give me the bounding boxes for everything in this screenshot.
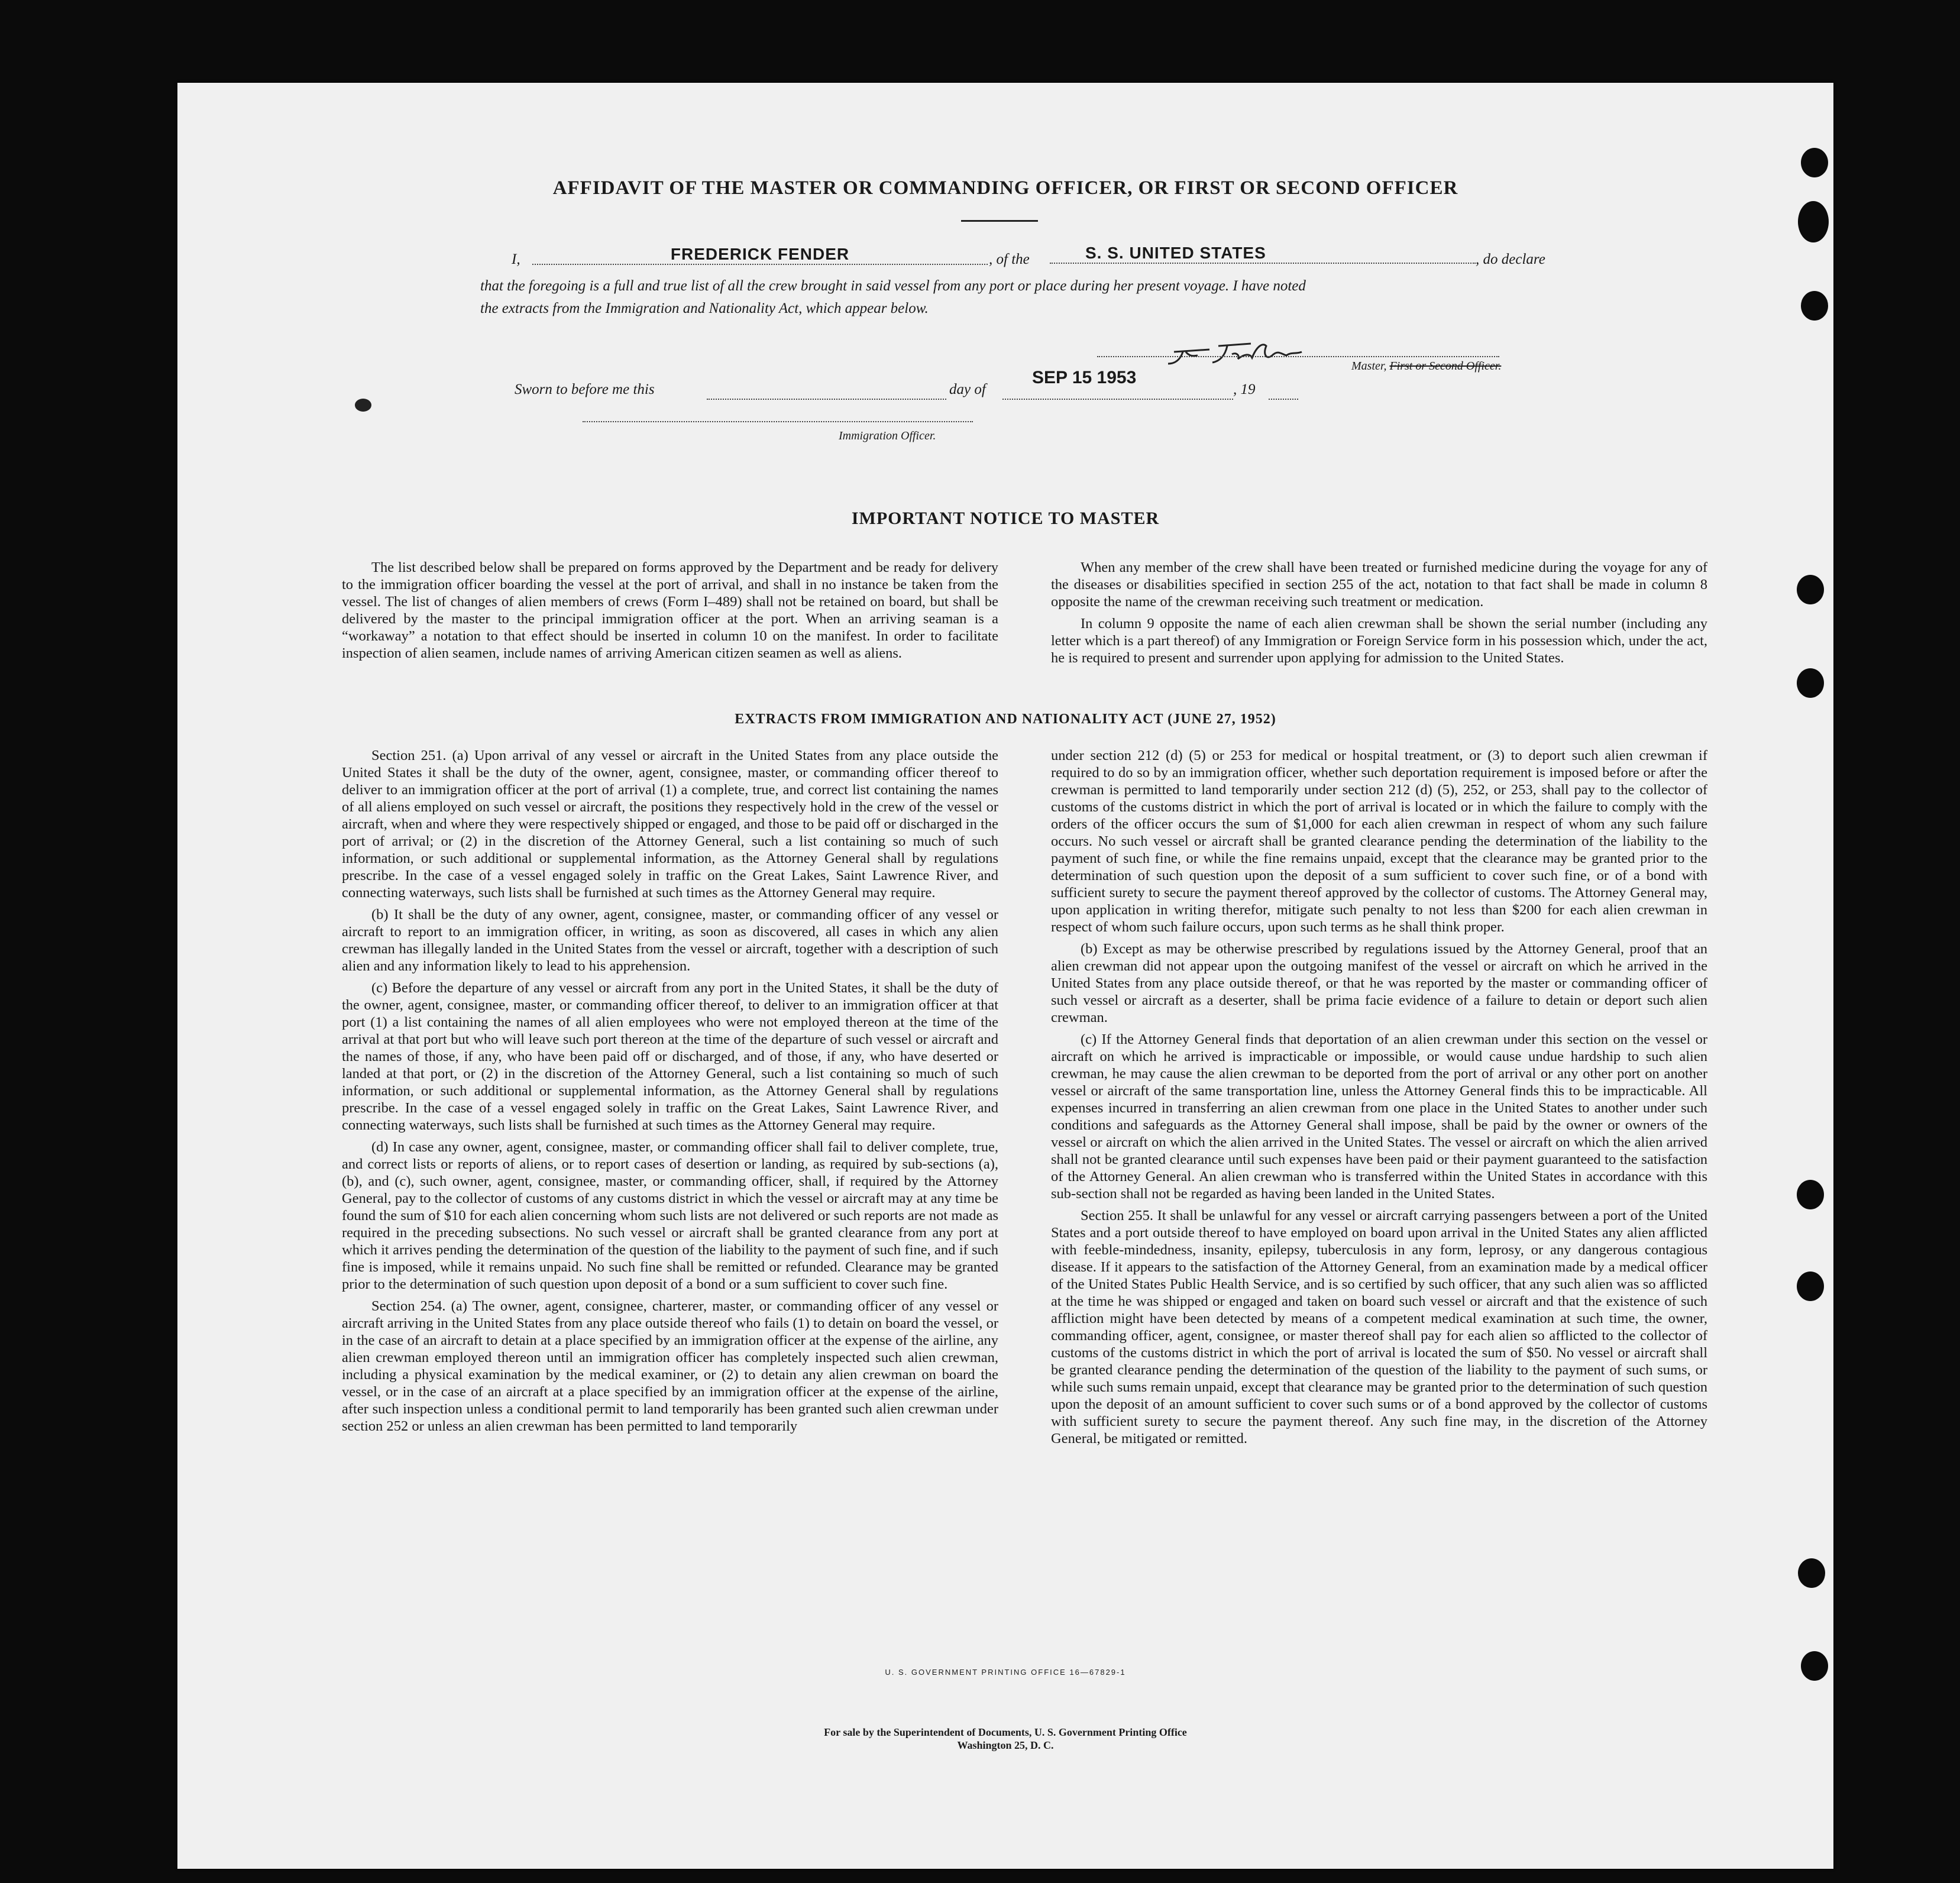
gpo-imprint: U. S. GOVERNMENT PRINTING OFFICE 16—67829-1 — [885, 1668, 1126, 1677]
section-254-c: (c) If the Attorney General finds that deportation of an alien crewman under this section on the vessel or aircraft on which he arrived is impracticable or impossible, or would cause undue hardship to such alien crewman, he may cause the alien crewman to be deported from the port of arrival or any other port on another vessel or aircraft of the same transportation line, unless the Attorney General finds this to be impracticable. All expenses incurred in transferring an alien crewman from one place in the United States to another under such conditions and safeguards as the Attorney General shall impose, shall be paid by the owner or owners of the vessel or aircraft on which the alien arrived in the United States. The vessel or aircraft on which the alien arrived shall not be granted clearance until such expenses have been paid or their payment guaranteed to the satisfaction of the Attorney General. An alien crewman who is transferred within the United States in accordance with this sub-section shall not be regarded as having been landed in the United States. — [1051, 1031, 1707, 1202]
notice-left-paragraph: The list described below shall be prepared on forms approved by the Department and be ready for delivery to the immigration officer boarding the vessel at the port of arrival, and shall in no instance be taken from the vessel. The list of changes of alien members of crews (Form I–489) shall not be retained on board, but shall be delivered by the master to the principal immigration officer at the port. When an arriving seaman is a “workaway” a notation to that effect should be inserted in column 10 on the manifest. In order to facilitate inspection of alien seamen, include names of arriving American citizen seamen as well as aliens. — [342, 559, 998, 661]
i-label: I, — [512, 251, 520, 267]
master-name-field: FREDERICK FENDER — [532, 245, 988, 265]
notice-left-column — [342, 559, 998, 667]
punch-hole — [1801, 291, 1828, 321]
punch-hole — [1797, 668, 1824, 698]
of-the-label: , of the — [989, 251, 1030, 267]
section-254-a-continued: under section 212 (d) (5) or 253 for medical or hospital treatment, or (3) to deport such alien crewman if required to do so by an immigration officer, whether such deportation requirement is imposed before or after the crewman is permitted to land temporarily under section 212 (d) (5), 252, or 253, shall pay to the collector of customs of the customs district in which the port of arrival is located or in which the failure to comply with the orders of the officer occurs the sum of $1,000 for each alien crewman in respect of whom any such failure occurs. No such vessel or aircraft shall be granted clearance pending the determination of the liability to the payment of such fine, or while the fine remains unpaid, except that the clearance may be granted prior to the determination of such question upon the deposit of a sum sufficient to cover such fine, or of a bond with sufficient surety to secure the payment thereof approved by the collector of customs. The Attorney General may, upon application in writing therefor, mitigate such penalty to not less than $200 for each alien crewman in respect of whom such failure occurs, upon such terms as he shall think proper. — [1051, 748, 1707, 935]
section-251-b: (b) It shall be the duty of any owner, agent, consignee, master, or commanding officer of any vessel or aircraft to report to an immigration officer, in writing, as soon as discovered, all cases in which any alien crewman has illegally landed in the United States from the vessel or aircraft, together with a description of such alien and any information likely to lead to his apprehension. — [342, 907, 998, 974]
section-255: Section 255. It shall be unlawful for any vessel or aircraft carrying passengers between a port of the United States and a port outside thereof to have employed on board upon arrival in the United States any alien afflicted with feeble-mindedness, insanity, epilepsy, tuberculosis in any form, leprosy, or any dangerous contagious disease. If it appears to the satisfaction of the Attorney General, from an examination made by a medical officer of the United States Public Health Service, and is so certified by such officer, that any such alien was so afflicted at the time he was shipped or engaged and taken on board such vessel or aircraft and that the existence of such affliction might have been detected by means of a competent medical examination at such time, the owner, commanding officer, agent, consignee, or master thereof shall pay for each alien so afflicted to the collector of customs of the customs district in which the port of arrival is located the sum of $50. No vessel or aircraft shall be granted clearance pending the determination of the question of the liability to the payment of such sums, or while such sums remain unpaid, except that clearance may be granted prior to the determination of such question upon the deposit of an amount sufficient to cover such sums or of a bond approved by the collector of customs with sufficient surety to secure the payment thereof. Any such fine may, in the discretion of the Attorney General, be mitigated or remitted. — [1051, 1208, 1707, 1447]
for-sale-line-2: Washington 25, D. C. — [957, 1739, 1054, 1751]
affidavit-title: AFFIDAVIT OF THE MASTER OR COMMANDING OFFICER, OR FIRST OR SECOND OFFICER — [552, 177, 1458, 199]
master-signature — [1162, 328, 1328, 376]
do-declare-label: , do declare — [1476, 251, 1545, 267]
extracts-title: EXTRACTS FROM IMMIGRATION AND NATIONALITY ACT (JUNE 27, 1952) — [735, 711, 1276, 727]
sworn-label: Sworn to before me this — [515, 381, 655, 397]
notice-right-paragraph-1: When any member of the crew shall have been treated or furnished medicine during the voyage for any of the diseases or disabilities specified in section 255 of the act, notation to that fact shall be made in column 8 opposite the name of the crewman receiving such treatment or medication. — [1051, 559, 1707, 610]
for-sale-notice — [177, 1726, 1833, 1752]
affidavit-body-line-1: that the foregoing is a full and true list of all the crew brought in said vessel from any port or place during her present voyage. I have noted — [480, 278, 1306, 294]
punch-hole — [1797, 575, 1824, 604]
sworn-year-field — [1269, 384, 1298, 400]
notice-title: IMPORTANT NOTICE TO MASTER — [851, 509, 1160, 528]
punch-hole — [1798, 1558, 1825, 1588]
immigration-officer-label: Immigration Officer. — [839, 429, 936, 442]
notice-right-paragraph-2: In column 9 opposite the name of each alien crewman shall be shown the serial number (including any letter which is a part thereof) of any Immigration or Foreign Service form in his possession which, under the act, he is required to present and surrender upon applying for admission to the United States. — [1051, 616, 1707, 666]
extracts-left-column — [342, 747, 998, 1439]
notice-right-column — [1051, 559, 1707, 671]
day-of-label: day of — [949, 381, 986, 397]
title-divider — [961, 220, 1038, 222]
section-254-a: Section 254. (a) The owner, agent, consignee, charterer, master, or commanding officer of any vessel or aircraft arriving in the United States from any place outside thereof who fails (1) to detain on board the vessel, or in the case of an aircraft to detain at a place specified by an immigration officer at the expense of the airline, any alien crewman employed thereon until an immigration officer has completely inspected such alien crewman, including a physical examination by the medical examiner, or (2) to detain any alien crewman on board the vessel, or in the case of an aircraft at a place specified by an immigration officer at the expense of the airline, after such inspection unless a conditional permit to land temporarily has been granted such alien crewman under section 252 or unless an alien crewman has been permitted to land temporarily — [342, 1298, 998, 1434]
section-254-b: (b) Except as may be otherwise prescribed by regulations issued by the Attorney General, proof that an alien crewman did not appear upon the outgoing manifest of the vessel or aircraft on which he arrived in the United States from any place outside thereof, or that he was reported by the master or commanding officer of such vessel or aircraft as a deserter, shall be prima facie evidence of a failure to detain or deport such alien crewman. — [1051, 941, 1707, 1025]
master-label: Master, First or Second Officer. — [1351, 360, 1502, 373]
punch-hole — [1801, 148, 1828, 177]
document-page — [177, 83, 1833, 1869]
punch-hole — [1797, 1180, 1824, 1209]
punch-hole — [1797, 1271, 1824, 1301]
punch-hole — [1798, 201, 1829, 242]
ink-mark — [355, 399, 371, 412]
year-label: , 19 — [1233, 381, 1256, 397]
date-stamp: SEP 15 1953 — [1032, 368, 1137, 387]
immigration-officer-line — [583, 420, 973, 422]
affidavit-body-line-2: the extracts from the Immigration and Nationality Act, which appear below. — [480, 300, 929, 316]
section-251-a: Section 251. (a) Upon arrival of any vessel or aircraft in the United States from any place outside the United States it shall be the duty of the owner, agent, consignee, master, or commanding officer thereof to deliver to an immigration officer at the port of arrival (1) a complete, true, and correct list containing the names of all aliens employed on such vessel or aircraft, the positions they respectively hold in the crew of the vessel or aircraft, when and where they were respectively shipped or engaged, and those to be paid off or discharged in the port of arrival; or (2) in the discretion of the Attorney General, such a list containing so much of such information, or such additional or supplemental information, as the Attorney General shall by regulations prescribe. In the case of a vessel engaged solely in traffic on the Great Lakes, Saint Lawrence River, and connecting waterways, such lists shall be furnished at such times as the Attorney General may require. — [342, 748, 998, 901]
sworn-day-field — [707, 384, 946, 400]
for-sale-line-1: For sale by the Superintendent of Documents, U. S. Government Printing Office — [824, 1726, 1187, 1738]
extracts-right-column — [1051, 747, 1707, 1452]
section-251-c: (c) Before the departure of any vessel or aircraft from any port in the United States, it shall be the duty of the owner, agent, consignee, master, or commanding officer thereof, to deliver to an immigration officer at that port (1) a list containing the names of all alien employees who were not employed thereon at the time of the arrival at that port but who will leave such port thereon at the time of the departure of such vessel or aircraft and the names of those, if any, who have been paid off or discharged, and of those, if any, who have deserted or landed at that port, or (2) in the discretion of the Attorney General, such a list containing so much of such information, or such additional or supplemental information, as the Attorney General shall by regulations prescribe. In the case of a vessel engaged solely in traffic on the Great Lakes, Saint Lawrence River, and connecting waterways, such lists shall be furnished at such times as the Attorney General may require. — [342, 980, 998, 1133]
section-251-d: (d) In case any owner, agent, consignee, master, or commanding officer shall fail to deliver complete, true, and correct lists or reports of aliens, or to report cases of desertion or landing, as required by sub-sections (a), (b), and (c), such owner, agent, consignee, master, or commanding officer, shall, if required by the Attorney General, pay to the collector of customs of any customs district in which the vessel or aircraft may at any time be found the sum of $10 for each alien concerning whom such lists are not delivered or such reports are not made as required in the preceding subsections. No such vessel or aircraft shall be granted clearance from any port at which it arrives pending the determination of the question of the liability to the payment of such fine, and if such fine is imposed, while it remains unpaid. No such fine shall be remitted or refunded. Clearance may be granted prior to the determination of such question upon deposit of a bond or a sum sufficient to cover such fine. — [342, 1139, 998, 1292]
signature-line — [1097, 355, 1499, 357]
vessel-name-field: S. S. UNITED STATES — [1050, 244, 1476, 264]
